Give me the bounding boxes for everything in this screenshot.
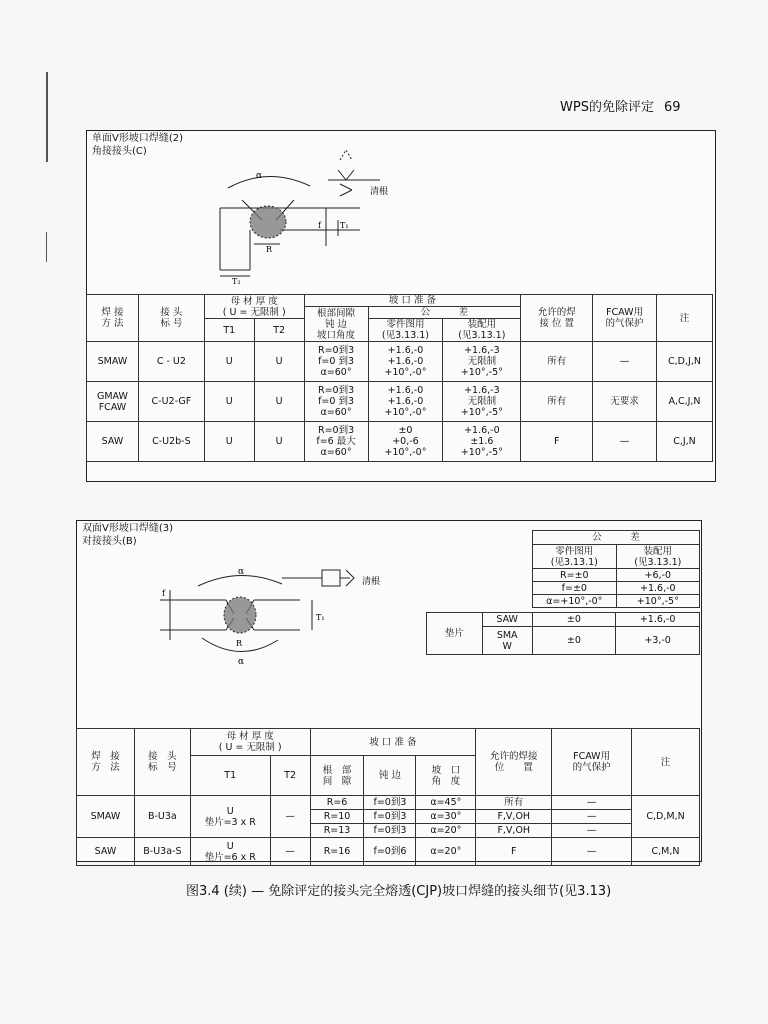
table-row <box>533 569 700 582</box>
t2-label: T₂ <box>232 277 241 285</box>
alpha-bottom-label: α <box>238 657 245 667</box>
col-designation: 接 头 标 号 <box>138 295 204 342</box>
cell-detailed: ±0 +0,-6 +10°,-0° <box>368 422 443 462</box>
col-designation: 接 头 标 号 <box>134 729 190 796</box>
cell-t2: U <box>254 382 304 422</box>
butt-joint-diagram <box>150 560 390 670</box>
table-row <box>77 796 700 810</box>
col-groove-prep: 坡 口 准 备 <box>304 295 521 307</box>
col-face: 钝 边 <box>364 756 416 796</box>
back-gouge-label: 清根 <box>370 187 389 197</box>
cell-fitup: +1.6,-3 无限制 +10°,-5° <box>443 382 521 422</box>
cell-positions: F <box>476 838 552 866</box>
backing-process: SMA W <box>482 627 532 655</box>
cell-t1: U <box>204 342 254 382</box>
tol-header: 公 差 <box>533 531 700 545</box>
cell-designation: B-U3a-S <box>134 838 190 866</box>
cell-root: R=6 <box>310 796 364 810</box>
tol-cell: α=+10°,-0° <box>533 595 617 608</box>
cell-gas: — <box>593 342 657 382</box>
cell-notes: C,J,N <box>657 422 713 462</box>
tol-cell: +1.6,-0 <box>616 582 699 595</box>
tol-cell: f=±0 <box>533 582 617 595</box>
cell-angle: α=30° <box>416 810 476 824</box>
panel2-subtitle-text: 对接接头(B) <box>82 536 137 547</box>
cell-notes: C,D,M,N <box>632 796 700 838</box>
table-row <box>533 595 700 608</box>
panel1-table <box>86 294 713 462</box>
cell-face: f=0到6 <box>364 838 416 866</box>
cell-gas: 无要求 <box>593 382 657 422</box>
cell-positions: 所有 <box>521 382 593 422</box>
tol-cell: +10°,-5° <box>616 595 699 608</box>
table-row <box>87 422 713 462</box>
col-positions: 允许的焊接 位 置 <box>476 729 552 796</box>
panel1-subtitle-text: 角接接头(C) <box>92 146 147 157</box>
f-label: f <box>162 589 165 598</box>
cell-root: R=13 <box>310 824 364 838</box>
tol-col-detailed: 零件图用 (见3.13.1) <box>533 545 617 569</box>
cell-face: f=0到3 <box>364 796 416 810</box>
cell-gas: — <box>593 422 657 462</box>
cell-gas: — <box>552 824 632 838</box>
col-t1: T1 <box>204 319 254 342</box>
col-tolerance: 公 差 <box>368 307 521 319</box>
cell-root: R=0到3 f=6 最大 α=60° <box>304 422 368 462</box>
cell-process: SAW <box>87 422 139 462</box>
cell-gas: — <box>552 796 632 810</box>
t1-label: T₁ <box>340 221 349 230</box>
cell-face: f=0到3 <box>364 824 416 838</box>
cell-designation: C-U2-GF <box>138 382 204 422</box>
cell-t2: U <box>254 422 304 462</box>
f-label: f <box>318 221 321 230</box>
col-positions: 允许的焊 接 位 置 <box>521 295 593 342</box>
cell-gas: — <box>552 810 632 824</box>
cell-detailed: +1.6,-0 +1.6,-0 +10°,-0° <box>368 342 443 382</box>
cell-angle: α=20° <box>416 838 476 866</box>
cell-root: R=0到3 f=0 到3 α=60° <box>304 382 368 422</box>
backing-table <box>426 612 700 655</box>
col-as-detailed: 零件图用 (见3.13.1) <box>368 319 443 342</box>
table-row <box>533 582 700 595</box>
col-as-fitup: 装配用 (见3.13.1) <box>443 319 521 342</box>
cell-t2: — <box>270 838 310 866</box>
col-t2: T2 <box>254 319 304 342</box>
cell-notes: C,D,J,N <box>657 342 713 382</box>
cell-fitup: +1.6,-3 无限制 +10°,-5° <box>443 342 521 382</box>
tol-cell: +6,-0 <box>616 569 699 582</box>
cell-root: R=16 <box>310 838 364 866</box>
backing-cell: +1.6,-0 <box>616 613 700 627</box>
col-process: 焊 接 方 法 <box>77 729 135 796</box>
figure-caption: 图3.4 (续) — 免除评定的接头完全熔透(CJP)坡口焊缝的接头细节(见3.13) <box>186 884 612 899</box>
cell-process: GMAW FCAW <box>87 382 139 422</box>
cell-positions: F,V,OH <box>476 810 552 824</box>
cell-t1: U 垫片=3 x R <box>190 796 270 838</box>
col-gas: FCAW用 的气保护 <box>593 295 657 342</box>
header-title: WPS的免除评定 <box>560 100 654 115</box>
cell-angle: α=20° <box>416 824 476 838</box>
panel2-title-text: 双面V形坡口焊缝(3) <box>82 523 174 534</box>
page-number: 69 <box>663 100 681 115</box>
margin-mark <box>46 72 48 162</box>
cell-designation: C - U2 <box>138 342 204 382</box>
cell-positions: F,V,OH <box>476 824 552 838</box>
col-notes: 注 <box>632 729 700 796</box>
panel1-title <box>92 132 183 158</box>
cell-t2: U <box>254 342 304 382</box>
back-gouge-label: 清根 <box>362 577 381 587</box>
panel1-title-text: 单面V形坡口焊缝(2) <box>92 133 184 144</box>
cell-positions: 所有 <box>476 796 552 810</box>
alpha-label: α <box>256 171 263 181</box>
col-notes: 注 <box>657 295 713 342</box>
col-t1: T1 <box>190 756 270 796</box>
panel2-table <box>76 728 700 866</box>
col-groove-prep: 坡 口 准 备 <box>310 729 476 756</box>
r-label: R <box>236 639 243 648</box>
col-root: 根部间隙 钝 边 坡口角度 <box>304 307 368 342</box>
cell-angle: α=45° <box>416 796 476 810</box>
tol-col-fitup: 装配用 (见3.13.1) <box>616 545 699 569</box>
t1-label: T₁ <box>316 613 325 622</box>
cell-detailed: +1.6,-0 +1.6,-0 +10°,-0° <box>368 382 443 422</box>
margin-mark <box>46 232 47 262</box>
col-root: 根 部 间 隙 <box>310 756 364 796</box>
page-header <box>560 96 720 115</box>
corner-joint-diagram <box>180 150 420 285</box>
table-row <box>427 613 700 627</box>
cell-t1: U <box>204 422 254 462</box>
cell-fitup: +1.6,-0 ±1.6 +10°,-5° <box>443 422 521 462</box>
cell-process: SMAW <box>77 796 135 838</box>
backing-cell: ±0 <box>532 627 616 655</box>
cell-notes: C,M,N <box>632 838 700 866</box>
cell-notes: A,C,J,N <box>657 382 713 422</box>
cell-t1: U <box>204 382 254 422</box>
cell-t2: — <box>270 796 310 838</box>
backing-label: 垫片 <box>427 613 483 655</box>
cell-designation: B-U3a <box>134 796 190 838</box>
col-base-metal: 母 材 厚 度 ( U = 无限制 ) <box>204 295 304 319</box>
col-base-metal: 母 材 厚 度 ( U = 无限制 ) <box>190 729 310 756</box>
col-gas: FCAW用 的气保护 <box>552 729 632 796</box>
col-angle: 坡 口 角 度 <box>416 756 476 796</box>
cell-root: R=10 <box>310 810 364 824</box>
table-row <box>87 382 713 422</box>
cell-positions: 所有 <box>521 342 593 382</box>
cell-positions: F <box>521 422 593 462</box>
cell-process: SMAW <box>87 342 139 382</box>
table-row <box>87 342 713 382</box>
col-t2: T2 <box>270 756 310 796</box>
panel2-title <box>82 522 173 548</box>
tol-cell: R=±0 <box>533 569 617 582</box>
backing-cell: ±0 <box>532 613 616 627</box>
r-label: R <box>266 245 273 254</box>
cell-process: SAW <box>77 838 135 866</box>
backing-process: SAW <box>482 613 532 627</box>
cell-t1: U 垫片=6 x R <box>190 838 270 866</box>
alpha-top-label: α <box>238 567 245 577</box>
table-row <box>77 838 700 866</box>
tolerance-table <box>532 530 700 608</box>
col-process: 焊 接 方 法 <box>87 295 139 342</box>
cell-gas: — <box>552 838 632 866</box>
cell-face: f=0到3 <box>364 810 416 824</box>
cell-root: R=0到3 f=0 到3 α=60° <box>304 342 368 382</box>
backing-cell: +3,-0 <box>616 627 700 655</box>
cell-designation: C-U2b-S <box>138 422 204 462</box>
